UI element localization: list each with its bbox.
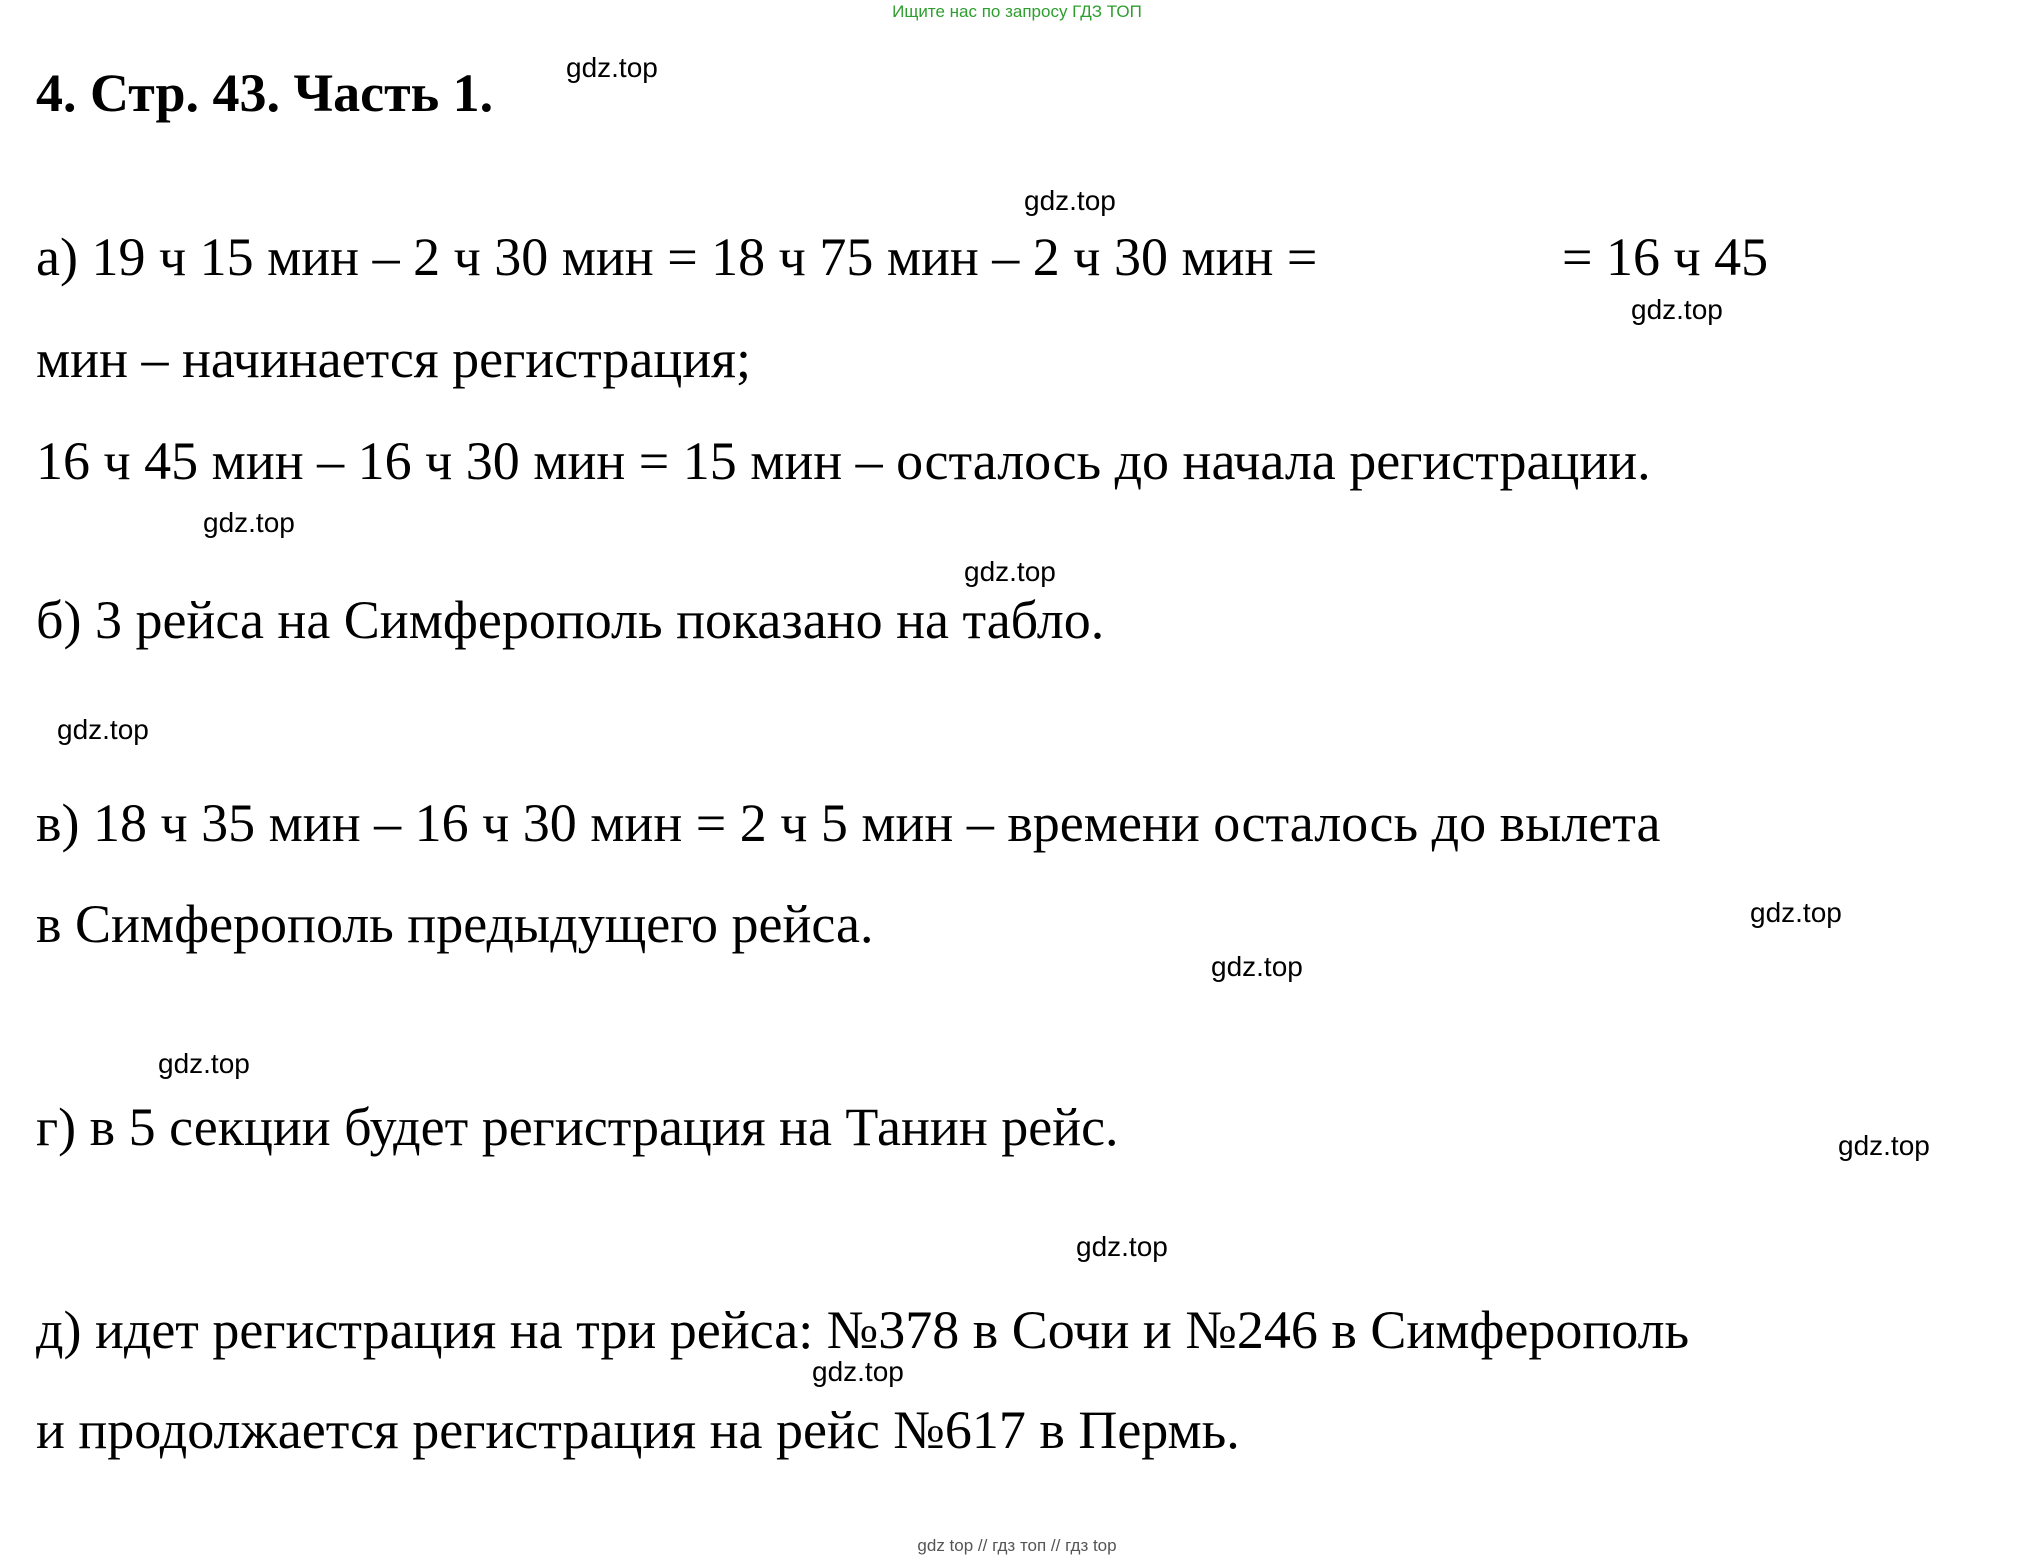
watermark: gdz.top [566, 52, 658, 83]
watermark: gdz.top [1631, 294, 1723, 325]
answer-a-line-2: мин – начинается регистрация; [36, 329, 751, 389]
watermark: gdz.top [158, 1048, 250, 1079]
answer-v-line-1: в) 18 ч 35 мин – 16 ч 30 мин = 2 ч 5 мин – времени осталось до вылета [36, 793, 1661, 853]
answer-v-line-2: в Симферополь предыдущего рейса. [36, 894, 874, 954]
answer-a-line-3: 16 ч 45 мин – 16 ч 30 мин = 15 мин – осталось до начала регистрации. [36, 431, 1651, 491]
footer-watermark: gdz top // гдз топ // гдз top [917, 1536, 1117, 1555]
answer-d-line-1: д) идет регистрация на три рейса: №378 в Сочи и №246 в Симферополь [36, 1300, 1690, 1360]
answer-a-line-1: а) 19 ч 15 мин – 2 ч 30 мин = 18 ч 75 мин – 2 ч 30 мин = [36, 227, 1318, 287]
watermark: gdz.top [1750, 897, 1842, 928]
answer-a-line-1-result: = 16 ч 45 [1562, 227, 1769, 287]
watermark: gdz.top [812, 1356, 904, 1387]
watermark: gdz.top [964, 556, 1056, 587]
answer-g-line: г) в 5 секции будет регистрация на Танин рейс. [36, 1097, 1119, 1157]
watermark: gdz.top [57, 714, 149, 745]
watermark: gdz.top [1076, 1231, 1168, 1262]
answer-d-line-2: и продолжается регистрация на рейс №617 в Пермь. [36, 1400, 1240, 1460]
top-banner: Ищите нас по запросу ГДЗ ТОП [892, 2, 1142, 21]
watermark: gdz.top [1211, 951, 1303, 982]
watermark: gdz.top [1024, 185, 1116, 216]
page-title: 4. Стр. 43. Часть 1. [36, 63, 494, 123]
watermark: gdz.top [1838, 1130, 1930, 1161]
watermark: gdz.top [203, 507, 295, 538]
answer-b-line: б) 3 рейса на Симферополь показано на табло. [36, 590, 1105, 650]
